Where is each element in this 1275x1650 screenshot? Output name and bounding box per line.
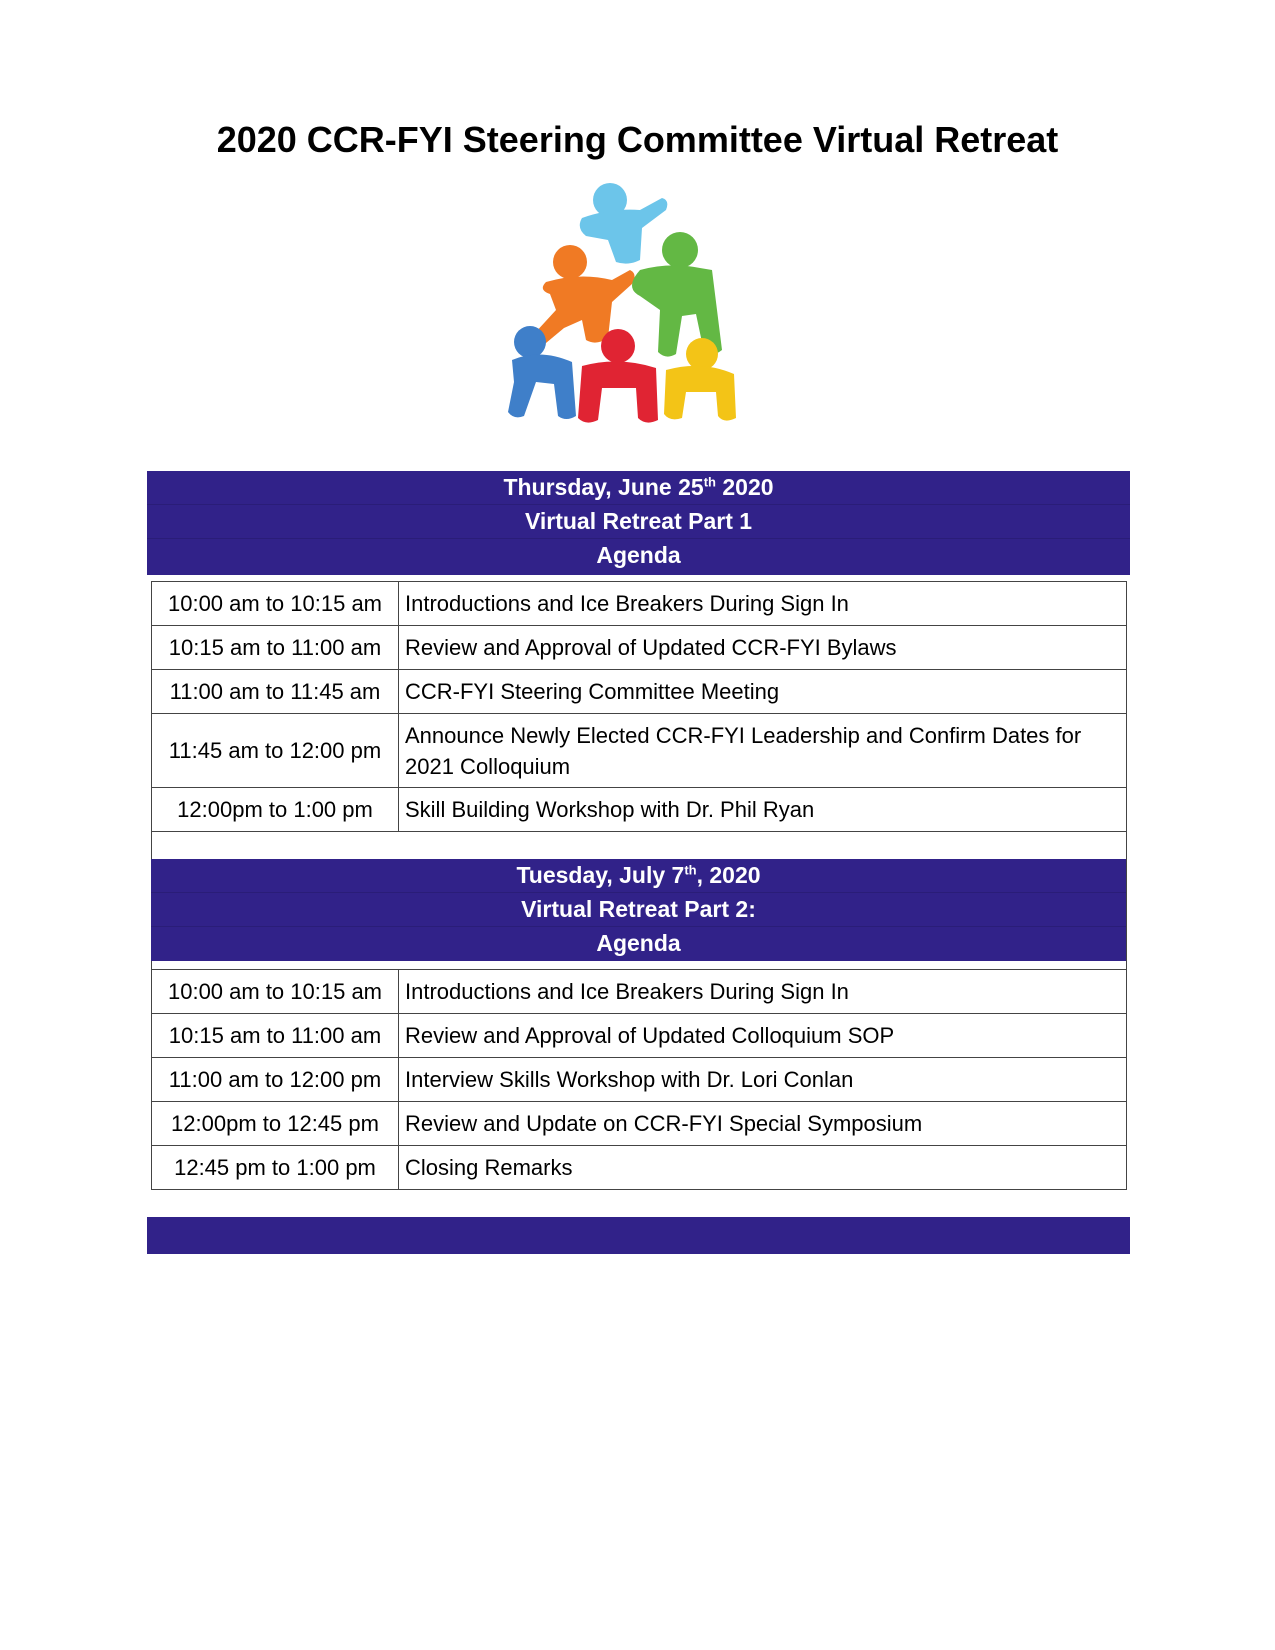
table-row [152, 670, 1127, 714]
table-row [152, 788, 1127, 832]
item-cell: Review and Approval of Updated CCR-FYI Bylaws [399, 626, 1127, 670]
item-cell: Review and Approval of Updated Colloquium SOP [399, 1014, 1127, 1058]
item-cell: Skill Building Workshop with Dr. Phil Ryan [399, 788, 1127, 832]
item-cell: Introductions and Ice Breakers During Sign In [399, 970, 1127, 1014]
session2-agenda-table [151, 969, 1127, 1190]
table-row [152, 626, 1127, 670]
session2-subtitle: Virtual Retreat Part 2: [151, 893, 1126, 927]
session2-date: Tuesday, July 7th, 2020 [151, 859, 1126, 893]
figure-red [578, 329, 658, 423]
item-cell: Interview Skills Workshop with Dr. Lori Conlan [399, 1058, 1127, 1102]
time-cell: 12:00pm to 12:45 pm [152, 1102, 399, 1146]
time-cell: 11:00 am to 12:00 pm [152, 1058, 399, 1102]
figure-light-blue [580, 183, 668, 264]
time-cell: 11:45 am to 12:00 pm [152, 714, 399, 788]
session2-header [151, 859, 1126, 961]
time-cell: 10:00 am to 10:15 am [152, 582, 399, 626]
time-cell: 12:00pm to 1:00 pm [152, 788, 399, 832]
session2-agenda-label: Agenda [596, 930, 681, 956]
figure-green [632, 232, 722, 357]
table-row [152, 714, 1127, 788]
session1-subtitle: Virtual Retreat Part 1 [147, 505, 1130, 539]
session1-agenda-label: Agenda [596, 542, 681, 568]
time-cell: 12:45 pm to 1:00 pm [152, 1146, 399, 1190]
footer-bar [147, 1217, 1130, 1254]
page-title: 2020 CCR-FYI Steering Committee Virtual Retreat [216, 119, 1059, 160]
teamwork-figures-icon [490, 170, 780, 438]
item-cell: Announce Newly Elected CCR-FYI Leadership and Confirm Dates for 2021 Colloquium [399, 714, 1127, 788]
table-row [152, 1014, 1127, 1058]
item-cell: Closing Remarks [399, 1146, 1127, 1190]
time-cell: 10:15 am to 11:00 am [152, 1014, 399, 1058]
figure-blue [508, 326, 576, 419]
table-row [152, 1146, 1127, 1190]
item-cell: Review and Update on CCR-FYI Special Symposium [399, 1102, 1127, 1146]
item-cell: CCR-FYI Steering Committee Meeting [399, 670, 1127, 714]
time-cell: 10:00 am to 10:15 am [152, 970, 399, 1014]
item-cell: Introductions and Ice Breakers During Sign In [399, 582, 1127, 626]
time-cell: 10:15 am to 11:00 am [152, 626, 399, 670]
table-row [152, 1058, 1127, 1102]
session1-header [147, 471, 1130, 575]
table-row [152, 1102, 1127, 1146]
time-cell: 11:00 am to 11:45 am [152, 670, 399, 714]
table-row [152, 970, 1127, 1014]
session1-agenda-table [151, 581, 1127, 832]
table-row [152, 582, 1127, 626]
session1-date: Thursday, June 25th 2020 [147, 471, 1130, 505]
